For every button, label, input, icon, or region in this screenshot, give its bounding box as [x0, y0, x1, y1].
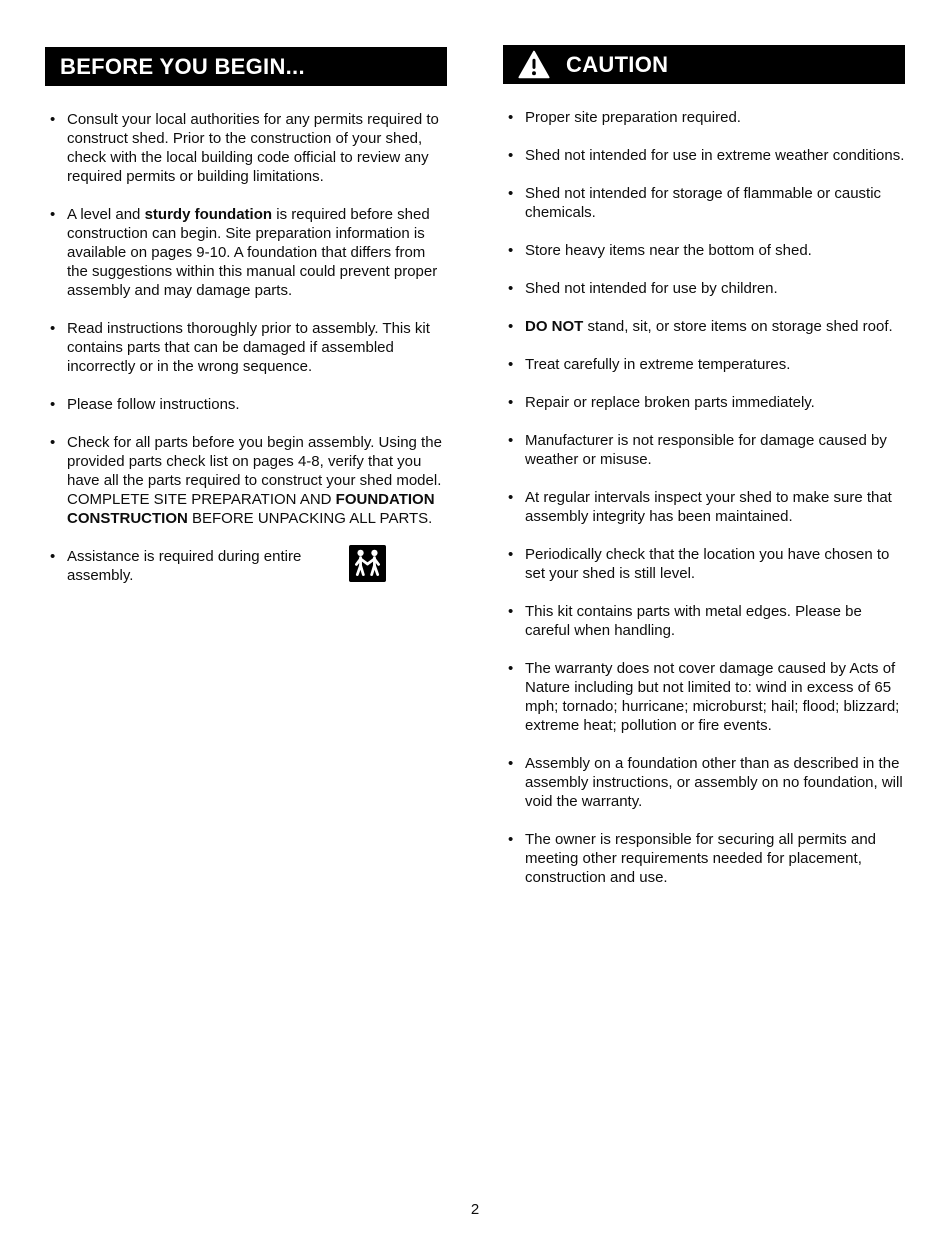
bullet-marker: •	[508, 546, 514, 563]
list-item-text: Treat carefully in extreme temperatures.	[525, 356, 791, 373]
bullet-marker: •	[50, 111, 56, 128]
list-item-text: Please follow instructions.	[67, 396, 240, 413]
list-item	[50, 319, 447, 376]
caution-list	[503, 108, 905, 887]
list-item-text: Shed not intended for use in extreme weather conditions.	[525, 147, 905, 164]
bullet-marker: •	[508, 356, 514, 373]
assistance-two-person-icon	[349, 545, 386, 587]
list-item-text: Assistance is required during entire assembly.	[67, 548, 302, 584]
list-item-text: Assembly on a foundation other than as described in the assembly instructions, or assembly on no foundation, will void the warranty.	[525, 755, 903, 810]
list-item	[508, 431, 905, 469]
list-item	[50, 547, 447, 587]
bullet-marker: •	[508, 242, 514, 259]
list-item	[50, 433, 447, 528]
list-item-text: A level and sturdy foundation is required before shed construction can begin. Site preparation information is available on pages 9-10. A foundation that differs from the suggestions within this manual could prevent proper assembly and may damage parts.	[67, 206, 438, 299]
list-item-text: The owner is responsible for securing all permits and meeting other requirements needed for placement, construction and use.	[525, 831, 876, 886]
before-you-begin-title: BEFORE YOU BEGIN...	[60, 53, 305, 79]
before-list	[45, 110, 447, 587]
list-item-text: Check for all parts before you begin assembly. Using the provided parts check list on pages 4-8, verify that you have all the parts required to construct your shed model. COMPLETE SITE PREPARATION AND FOUNDATION CONSTRUCTION BEFORE UNPACKING ALL PARTS.	[67, 434, 442, 527]
list-item-text: Proper site preparation required.	[525, 109, 741, 126]
list-item	[508, 488, 905, 526]
list-item-text: Periodically check that the location you have chosen to set your shed is still level.	[525, 546, 890, 582]
list-item-text: Consult your local authorities for any permits required to construct shed. Prior to the construction of your shed, check with the local building code official to review any required permits or building limitations.	[67, 111, 439, 185]
list-item	[508, 830, 905, 887]
bullet-marker: •	[508, 755, 514, 772]
list-item	[508, 317, 905, 336]
caution-header	[503, 45, 905, 84]
list-item-text: The warranty does not cover damage caused by Acts of Nature including but not limited to: wind in excess of 65 mph; tornado; hurricane; microburst; hail; flood; blizzard; extreme heat; pollution or fire events.	[525, 660, 900, 734]
warning-triangle-icon	[518, 50, 550, 79]
list-item	[50, 110, 447, 186]
list-item	[508, 146, 905, 165]
list-item	[508, 393, 905, 412]
list-item	[508, 355, 905, 374]
before-you-begin-section	[45, 47, 447, 606]
bullet-marker: •	[50, 206, 56, 223]
bullet-marker: •	[508, 831, 514, 848]
list-item	[508, 241, 905, 260]
bullet-marker: •	[508, 109, 514, 126]
bullet-marker: •	[508, 147, 514, 164]
page-number: 2	[470, 1201, 480, 1218]
list-item	[50, 395, 447, 414]
list-item	[508, 545, 905, 583]
list-item-text: Store heavy items near the bottom of shed.	[525, 242, 812, 259]
bullet-marker: •	[50, 320, 56, 337]
list-item-text: Shed not intended for use by children.	[525, 280, 778, 297]
list-item	[50, 205, 447, 300]
bullet-marker: •	[50, 548, 56, 565]
bullet-marker: •	[508, 280, 514, 297]
bullet-marker: •	[50, 396, 56, 413]
bullet-marker: •	[508, 185, 514, 202]
bullet-marker: •	[508, 432, 514, 449]
caution-title: CAUTION	[566, 51, 669, 77]
bullet-marker: •	[508, 318, 514, 335]
list-item-text: Shed not intended for storage of flammable or caustic chemicals.	[525, 185, 882, 221]
list-item	[508, 108, 905, 127]
list-item-text: DO NOT stand, sit, or store items on storage shed roof.	[525, 318, 893, 335]
bullet-marker: •	[508, 489, 514, 506]
list-item	[508, 279, 905, 298]
list-item-text: At regular intervals inspect your shed to make sure that assembly integrity has been maintained.	[525, 489, 892, 525]
list-item-text: Repair or replace broken parts immediately.	[525, 394, 815, 411]
bullet-marker: •	[50, 434, 56, 451]
list-item-text: This kit contains parts with metal edges. Please be careful when handling.	[525, 603, 862, 639]
list-item	[508, 184, 905, 222]
list-item	[508, 602, 905, 640]
list-item-text: Manufacturer is not responsible for damage caused by weather or misuse.	[525, 432, 887, 468]
bullet-marker: •	[508, 603, 514, 620]
list-item	[508, 659, 905, 735]
before-you-begin-header	[45, 47, 447, 86]
list-item	[508, 754, 905, 811]
caution-section	[503, 45, 905, 906]
list-item-text: Read instructions thoroughly prior to assembly. This kit contains parts that can be damaged if assembled incorrectly or in the wrong sequence.	[67, 320, 430, 375]
bullet-marker: •	[508, 660, 514, 677]
bullet-marker: •	[508, 394, 514, 411]
